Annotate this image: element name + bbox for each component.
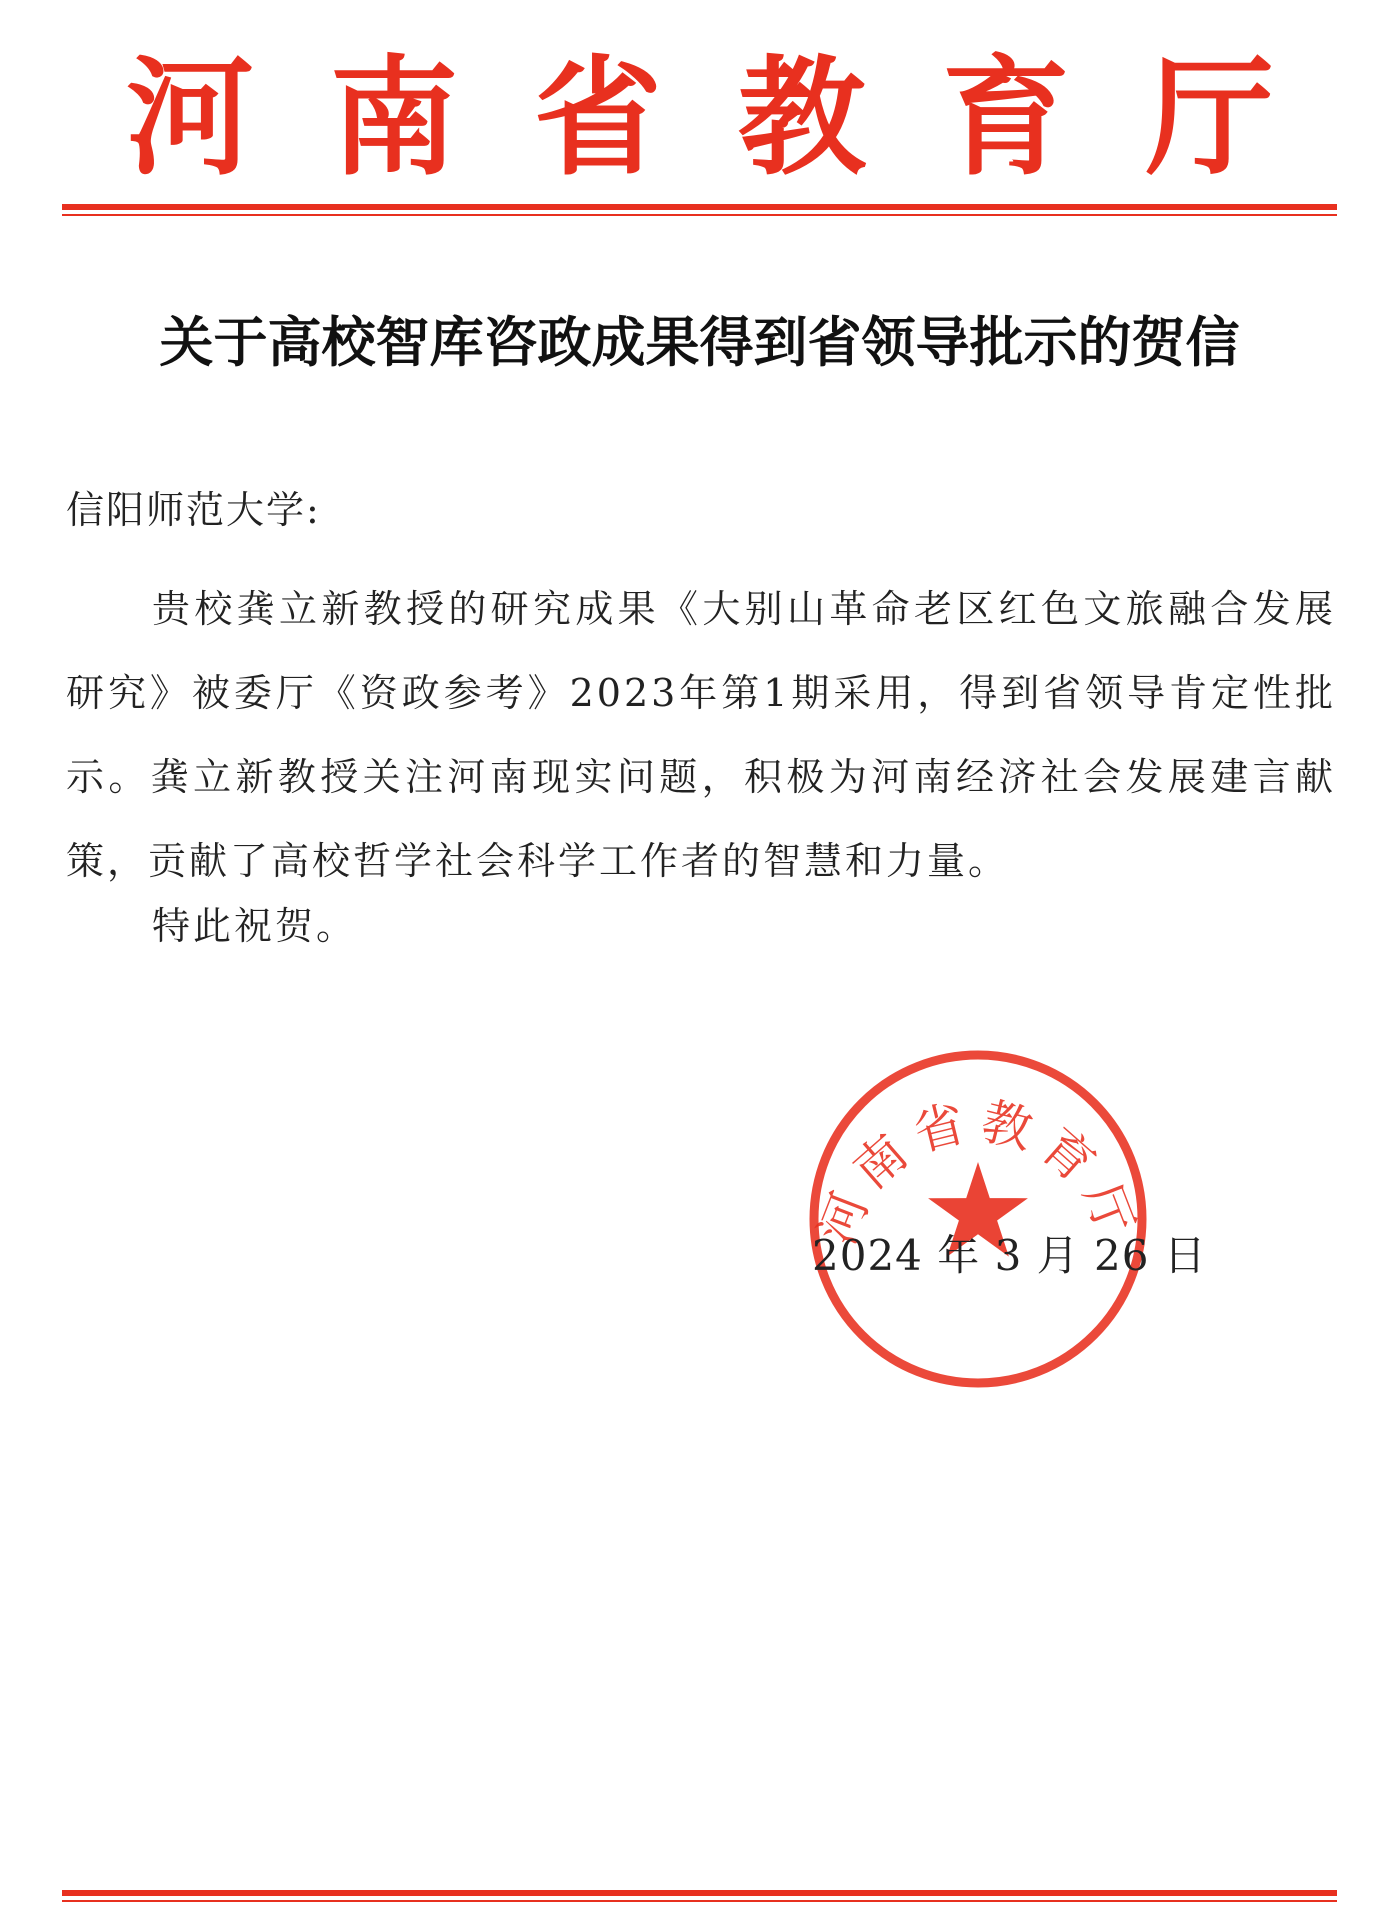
- org-name-char: 省: [533, 43, 662, 193]
- document-title: 关于高校智库咨政成果得到省领导批示的贺信: [159, 310, 1240, 374]
- org-name-char: 教: [737, 43, 866, 193]
- issue-date: 2024 年 3 月 26 日: [812, 1231, 1207, 1280]
- footer-rule-thin: [62, 1900, 1337, 1902]
- org-name-char: 南: [329, 43, 458, 193]
- org-name-char: 育: [941, 43, 1070, 193]
- org-name-char: 厅: [1145, 43, 1274, 193]
- official-seal: [805, 1046, 1151, 1392]
- footer-rule-thick: [62, 1890, 1337, 1896]
- letter-body: 贵校龚立新教授的研究成果《大别山革命老区红色文旅融合发展研究》被委厅《资政参考》2023年第1期采用，得到省领导肯定性批示。龚立新教授关注河南现实问题，积极为河南经济社会发展建言献策，贡献了高校哲学社会科学工作者的智慧和力量。: [66, 587, 1336, 883]
- header-rule-thin: [62, 214, 1337, 216]
- seal-text: 河南省教育厅: [807, 1091, 1149, 1253]
- issuing-organization-header: [60, 43, 1340, 193]
- org-name-char: 河: [126, 43, 255, 193]
- salutation: 信阳师范大学:: [66, 488, 321, 532]
- closing-line: 特此祝贺。: [152, 904, 358, 948]
- header-rule-thick: [62, 204, 1337, 210]
